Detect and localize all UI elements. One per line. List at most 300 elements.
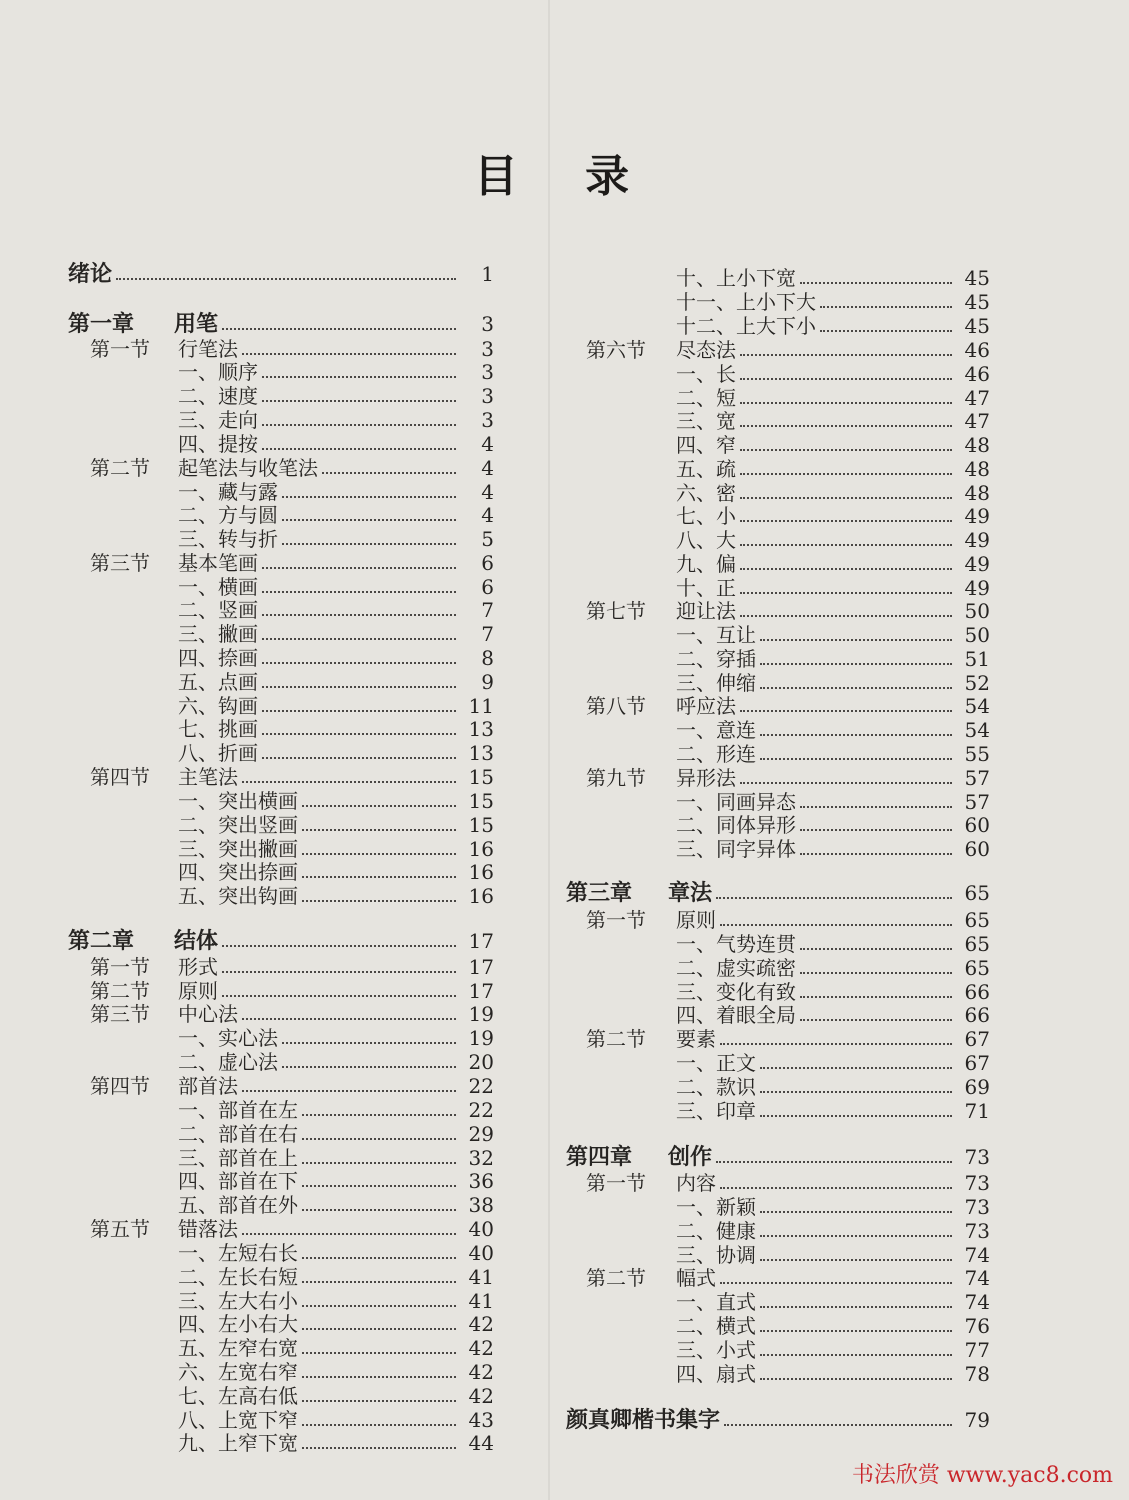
- page-number: 36: [468, 1169, 494, 1193]
- dot-leader: [222, 994, 456, 997]
- toc-item-entry: [676, 409, 990, 433]
- page-number: 73: [964, 1195, 990, 1219]
- page-number: 73: [964, 1171, 990, 1195]
- page-number: 16: [468, 884, 494, 908]
- entry-title: 二、穿插: [676, 647, 756, 671]
- toc-item-entry: [676, 314, 990, 338]
- page-number: 47: [964, 409, 990, 433]
- dot-leader: [760, 686, 952, 689]
- toc-item-entry: [676, 956, 990, 980]
- toc-item-entry: [676, 837, 990, 861]
- toc-item-entry: [676, 1314, 990, 1338]
- toc-item-entry: [676, 1003, 990, 1027]
- section-number: 第六节: [586, 338, 646, 362]
- entry-title: 迎让法: [676, 599, 736, 623]
- page-number: 16: [468, 860, 494, 884]
- dot-leader: [302, 1161, 456, 1164]
- entry-title: 三、协调: [676, 1243, 756, 1267]
- dot-leader: [720, 1186, 952, 1189]
- toc-section-entry: [586, 338, 990, 362]
- entry-title: 五、点画: [178, 670, 258, 694]
- dot-leader: [262, 637, 456, 640]
- page-number: 74: [964, 1243, 990, 1267]
- toc-item-entry: [178, 670, 494, 694]
- dot-leader: [282, 495, 456, 498]
- page-number: 54: [964, 694, 990, 718]
- section-number: 第三节: [90, 1002, 150, 1026]
- toc-item-entry: [178, 408, 494, 432]
- toc-item-entry: [676, 528, 990, 552]
- section-number: 第七节: [586, 599, 646, 623]
- toc-item-entry: [676, 671, 990, 695]
- dot-leader: [760, 662, 952, 665]
- page-number: 32: [468, 1146, 494, 1170]
- toc-item-entry: [676, 481, 990, 505]
- entry-title: 二、横式: [676, 1314, 756, 1338]
- page-number: 17: [468, 955, 494, 979]
- dot-leader: [242, 352, 456, 355]
- toc-item-entry: [178, 1289, 494, 1313]
- entry-title: 二、同体异形: [676, 813, 796, 837]
- page-number: 41: [468, 1289, 494, 1313]
- page-number: 55: [964, 742, 990, 766]
- page-number: 46: [964, 362, 990, 386]
- page-number: 76: [964, 1314, 990, 1338]
- toc-item-entry: [676, 932, 990, 956]
- dot-leader: [800, 828, 952, 831]
- toc-section-entry: [90, 1074, 494, 1098]
- dot-leader: [322, 471, 456, 474]
- toc-item-entry: [676, 457, 990, 481]
- entry-title: 基本笔画: [178, 551, 258, 575]
- toc-item-entry: [178, 1265, 494, 1289]
- page-number: 42: [468, 1336, 494, 1360]
- dot-leader: [302, 1446, 456, 1449]
- toc-item-entry: [178, 527, 494, 551]
- page-number: 73: [964, 1145, 990, 1169]
- dot-leader: [800, 852, 952, 855]
- section-number: 第三节: [90, 551, 150, 575]
- toc-item-entry: [178, 1312, 494, 1336]
- page-number: 67: [964, 1051, 990, 1075]
- toc-item-entry: [178, 1241, 494, 1265]
- dot-leader: [302, 1327, 456, 1330]
- page-number: 15: [468, 813, 494, 837]
- entry-title: 一、新颖: [676, 1195, 756, 1219]
- entry-title: 四、部首在下: [178, 1169, 298, 1193]
- toc-chapter-entry: [68, 312, 494, 336]
- entry-title: 三、宽: [676, 409, 736, 433]
- entry-title: 七、小: [676, 504, 736, 528]
- toc-chapter-entry: [566, 881, 990, 905]
- page-number: 78: [964, 1362, 990, 1386]
- toc-item-entry: [178, 1431, 494, 1455]
- entry-title: 六、钩画: [178, 694, 258, 718]
- dot-leader: [740, 353, 952, 356]
- entry-title: 主笔法: [178, 765, 238, 789]
- toc-section-entry: [90, 337, 494, 361]
- dot-leader: [716, 896, 952, 899]
- toc-item-entry: [676, 1099, 990, 1123]
- toc-item-entry: [676, 362, 990, 386]
- page-number: 79: [964, 1408, 990, 1432]
- page-number: 17: [468, 929, 494, 953]
- dot-leader: [760, 1066, 952, 1069]
- page-number: 15: [468, 789, 494, 813]
- page-number: 49: [964, 528, 990, 552]
- dot-leader: [302, 899, 456, 902]
- entry-title: 九、上窄下宽: [178, 1431, 298, 1455]
- dot-leader: [716, 1160, 952, 1163]
- entry-title: 五、部首在外: [178, 1193, 298, 1217]
- dot-leader: [302, 1256, 456, 1259]
- entry-title: 一、突出横画: [178, 789, 298, 813]
- dot-leader: [302, 804, 456, 807]
- dot-leader: [740, 781, 952, 784]
- toc-item-entry: [178, 813, 494, 837]
- dot-leader: [302, 1113, 456, 1116]
- entry-title: 二、突出竖画: [178, 813, 298, 837]
- page-number: 4: [481, 480, 494, 504]
- toc-section-entry: [90, 1217, 494, 1241]
- page-number: 69: [964, 1075, 990, 1099]
- entry-title: 十一、上小下大: [676, 290, 816, 314]
- toc-item-entry: [676, 266, 990, 290]
- page-number: 1: [481, 262, 494, 286]
- page-number: 46: [964, 338, 990, 362]
- entry-title: 八、折画: [178, 741, 258, 765]
- section-number: 第二节: [586, 1027, 646, 1051]
- page-fold-shadow: [548, 0, 550, 1500]
- page-number: 4: [481, 432, 494, 456]
- page-number: 65: [964, 956, 990, 980]
- entry-title: 一、直式: [676, 1290, 756, 1314]
- toc-item-entry: [676, 647, 990, 671]
- page-number: 65: [964, 908, 990, 932]
- page-number: 4: [481, 456, 494, 480]
- page-number: 8: [481, 646, 494, 670]
- section-number: 第二节: [90, 979, 150, 1003]
- page-number: 6: [481, 575, 494, 599]
- entry-title: 四、捺画: [178, 646, 258, 670]
- page-number: 4: [481, 503, 494, 527]
- entry-title: 三、伸缩: [676, 671, 756, 695]
- toc-item-entry: [178, 622, 494, 646]
- toc-item-entry: [178, 1050, 494, 1074]
- page-number: 65: [964, 881, 990, 905]
- entry-title: 创作: [668, 1144, 713, 1170]
- page-number: 49: [964, 504, 990, 528]
- page-number: 5: [481, 527, 494, 551]
- page-number: 73: [964, 1219, 990, 1243]
- dot-leader: [740, 709, 952, 712]
- page-number: 48: [964, 433, 990, 457]
- dot-leader: [282, 1065, 456, 1068]
- toc-item-entry: [676, 1219, 990, 1243]
- toc-item-entry: [676, 790, 990, 814]
- toc-item-entry: [178, 1098, 494, 1122]
- page-number: 74: [964, 1290, 990, 1314]
- page-number: 29: [468, 1122, 494, 1146]
- dot-leader: [800, 281, 952, 284]
- entry-title: 三、走向: [178, 408, 258, 432]
- entry-title: 二、短: [676, 386, 736, 410]
- page-number: 7: [481, 622, 494, 646]
- dot-leader: [820, 305, 952, 308]
- toc-item-entry: [676, 576, 990, 600]
- toc-item-entry: [178, 789, 494, 813]
- toc-item-entry: [178, 432, 494, 456]
- dot-leader: [222, 970, 456, 973]
- toc-item-entry: [178, 1169, 494, 1193]
- dot-leader: [262, 661, 456, 664]
- entry-title: 二、款识: [676, 1075, 756, 1099]
- toc-item-entry: [178, 1026, 494, 1050]
- section-number: 第二节: [586, 1266, 646, 1290]
- dot-leader: [724, 1423, 952, 1426]
- dot-leader: [262, 399, 456, 402]
- toc-item-entry: [178, 503, 494, 527]
- toc-section-entry: [586, 599, 990, 623]
- toc-item-entry: [676, 290, 990, 314]
- entry-title: 三、突出撇画: [178, 837, 298, 861]
- entry-title: 一、部首在左: [178, 1098, 298, 1122]
- dot-leader: [760, 1353, 952, 1356]
- toc-section-entry: [586, 1171, 990, 1195]
- dot-leader: [262, 423, 456, 426]
- page-number: 45: [964, 266, 990, 290]
- page-number: 67: [964, 1027, 990, 1051]
- dot-leader: [720, 1042, 952, 1045]
- dot-leader: [800, 1018, 952, 1021]
- toc-section-entry: [90, 955, 494, 979]
- page-number: 44: [468, 1431, 494, 1455]
- page-number: 3: [481, 337, 494, 361]
- chapter-number: 第四章: [566, 1144, 633, 1170]
- entry-title: 四、左小右大: [178, 1312, 298, 1336]
- dot-leader: [760, 1305, 952, 1308]
- dot-leader: [262, 709, 456, 712]
- toc-item-entry: [676, 623, 990, 647]
- entry-title: 三、同字异体: [676, 837, 796, 861]
- toc-item-entry: [676, 980, 990, 1004]
- page-number: 66: [964, 980, 990, 1004]
- dot-leader: [740, 424, 952, 427]
- entry-title: 二、方与圆: [178, 503, 278, 527]
- entry-title: 一、意连: [676, 718, 756, 742]
- entry-title: 要素: [676, 1027, 716, 1051]
- entry-title: 一、左短右长: [178, 1241, 298, 1265]
- dot-leader: [760, 1090, 952, 1093]
- entry-title: 八、大: [676, 528, 736, 552]
- toc-item-entry: [178, 1384, 494, 1408]
- dot-leader: [222, 944, 456, 947]
- toc-item-entry: [178, 1360, 494, 1384]
- dot-leader: [262, 732, 456, 735]
- page-number: 40: [468, 1217, 494, 1241]
- dot-leader: [262, 756, 456, 759]
- toc-item-entry: [178, 694, 494, 718]
- entry-title: 幅式: [676, 1266, 716, 1290]
- entry-title: 二、虚实疏密: [676, 956, 796, 980]
- page-number: 57: [964, 766, 990, 790]
- page-number: 48: [964, 457, 990, 481]
- page-number: 20: [468, 1050, 494, 1074]
- entry-title: 三、部首在上: [178, 1146, 298, 1170]
- page-number: 38: [468, 1193, 494, 1217]
- toc-item-entry: [178, 1146, 494, 1170]
- section-number: 第四节: [90, 765, 150, 789]
- entry-title: 一、正文: [676, 1051, 756, 1075]
- dot-leader: [760, 1258, 952, 1261]
- toc-section-entry: [90, 765, 494, 789]
- toc-item-entry: [178, 860, 494, 884]
- section-number: 第一节: [586, 908, 646, 932]
- entry-title: 一、实心法: [178, 1026, 278, 1050]
- toc-item-entry: [178, 360, 494, 384]
- entry-title: 内容: [676, 1171, 716, 1195]
- page-number: 71: [964, 1099, 990, 1123]
- entry-title: 一、互让: [676, 623, 756, 647]
- dot-leader: [242, 1017, 456, 1020]
- entry-title: 十、正: [676, 576, 736, 600]
- toc-chapter-entry: [566, 1145, 990, 1169]
- dot-leader: [820, 329, 952, 332]
- entry-title: 异形法: [676, 766, 736, 790]
- page-number: 3: [481, 312, 494, 336]
- toc-item-entry: [178, 1336, 494, 1360]
- toc-item-entry: [178, 884, 494, 908]
- dot-leader: [740, 591, 952, 594]
- page-number: 22: [468, 1074, 494, 1098]
- page-number: 50: [964, 623, 990, 647]
- dot-leader: [740, 614, 952, 617]
- toc-section-entry: [90, 551, 494, 575]
- page-number: 13: [468, 741, 494, 765]
- entry-title: 中心法: [178, 1002, 238, 1026]
- entry-title: 二、部首在右: [178, 1122, 298, 1146]
- dot-leader: [740, 377, 952, 380]
- page-number: 48: [964, 481, 990, 505]
- dot-leader: [262, 566, 456, 569]
- page-number: 77: [964, 1338, 990, 1362]
- page-number: 42: [468, 1360, 494, 1384]
- page-number: 3: [481, 408, 494, 432]
- dot-leader: [760, 1329, 952, 1332]
- page-number: 42: [468, 1312, 494, 1336]
- toc-item-entry: [178, 480, 494, 504]
- toc-section-entry: [586, 908, 990, 932]
- section-number: 第八节: [586, 694, 646, 718]
- dot-leader: [282, 542, 456, 545]
- entry-title: 一、同画异态: [676, 790, 796, 814]
- dot-leader: [262, 590, 456, 593]
- toc-item-entry: [676, 433, 990, 457]
- dot-leader: [760, 1377, 952, 1380]
- entry-title: 三、变化有致: [676, 980, 796, 1004]
- section-number: 第一节: [586, 1171, 646, 1195]
- entry-title: 九、偏: [676, 552, 736, 576]
- entry-title: 六、左宽右窄: [178, 1360, 298, 1384]
- entry-title: 三、撇画: [178, 622, 258, 646]
- dot-leader: [740, 519, 952, 522]
- toc-item-entry: [178, 575, 494, 599]
- page-number: 52: [964, 671, 990, 695]
- dot-leader: [302, 1137, 456, 1140]
- toc-item-entry: [676, 742, 990, 766]
- toc-item-entry: [178, 717, 494, 741]
- entry-title: 十、上小下宽: [676, 266, 796, 290]
- dot-leader: [262, 613, 456, 616]
- entry-title: 六、密: [676, 481, 736, 505]
- toc-item-entry: [676, 1051, 990, 1075]
- entry-title: 颜真卿楷书集字: [566, 1407, 721, 1433]
- dot-leader: [760, 1210, 952, 1213]
- toc-section-entry: [90, 456, 494, 480]
- toc-section-entry: [90, 979, 494, 1003]
- entry-title: 二、虚心法: [178, 1050, 278, 1074]
- entry-title: 二、速度: [178, 384, 258, 408]
- dot-leader: [302, 1375, 456, 1378]
- toc-section-entry: [586, 1027, 990, 1051]
- entry-title: 四、突出捺画: [178, 860, 298, 884]
- entry-title: 十二、上大下小: [676, 314, 816, 338]
- dot-leader: [740, 496, 952, 499]
- dot-leader: [800, 995, 952, 998]
- dot-leader: [302, 852, 456, 855]
- entry-title: 三、左大右小: [178, 1289, 298, 1313]
- toc-section-entry: [586, 1266, 990, 1290]
- entry-title: 起笔法与收笔法: [178, 456, 318, 480]
- entry-title: 五、左窄右宽: [178, 1336, 298, 1360]
- entry-title: 五、突出钩画: [178, 884, 298, 908]
- toc-item-entry: [178, 598, 494, 622]
- toc-section-entry: [90, 1002, 494, 1026]
- page-number: 13: [468, 717, 494, 741]
- dot-leader: [760, 757, 952, 760]
- page-number: 49: [964, 576, 990, 600]
- entry-title: 原则: [676, 908, 716, 932]
- dot-leader: [800, 805, 952, 808]
- toc-item-entry: [178, 741, 494, 765]
- entry-title: 原则: [178, 979, 218, 1003]
- entry-title: 八、上宽下窄: [178, 1408, 298, 1432]
- dot-leader: [740, 401, 952, 404]
- dot-leader: [760, 733, 952, 736]
- page-number: 60: [964, 813, 990, 837]
- toc-section-entry: [586, 694, 990, 718]
- dot-leader: [262, 375, 456, 378]
- chapter-number: 第二章: [68, 928, 135, 954]
- dot-leader: [282, 1041, 456, 1044]
- page-number: 51: [964, 647, 990, 671]
- dot-leader: [282, 518, 456, 521]
- page-title: 目 录: [473, 151, 656, 202]
- page-number: 6: [481, 551, 494, 575]
- toc-item-entry: [178, 646, 494, 670]
- toc-item-entry: [178, 1122, 494, 1146]
- toc-item-entry: [178, 1408, 494, 1432]
- entry-title: 一、藏与露: [178, 480, 278, 504]
- entry-title: 三、小式: [676, 1338, 756, 1362]
- entry-title: 部首法: [178, 1074, 238, 1098]
- dot-leader: [740, 543, 952, 546]
- dot-leader: [740, 567, 952, 570]
- page-number: 42: [468, 1384, 494, 1408]
- section-number: 第九节: [586, 766, 646, 790]
- page-number: 7: [481, 598, 494, 622]
- page-number: 40: [468, 1241, 494, 1265]
